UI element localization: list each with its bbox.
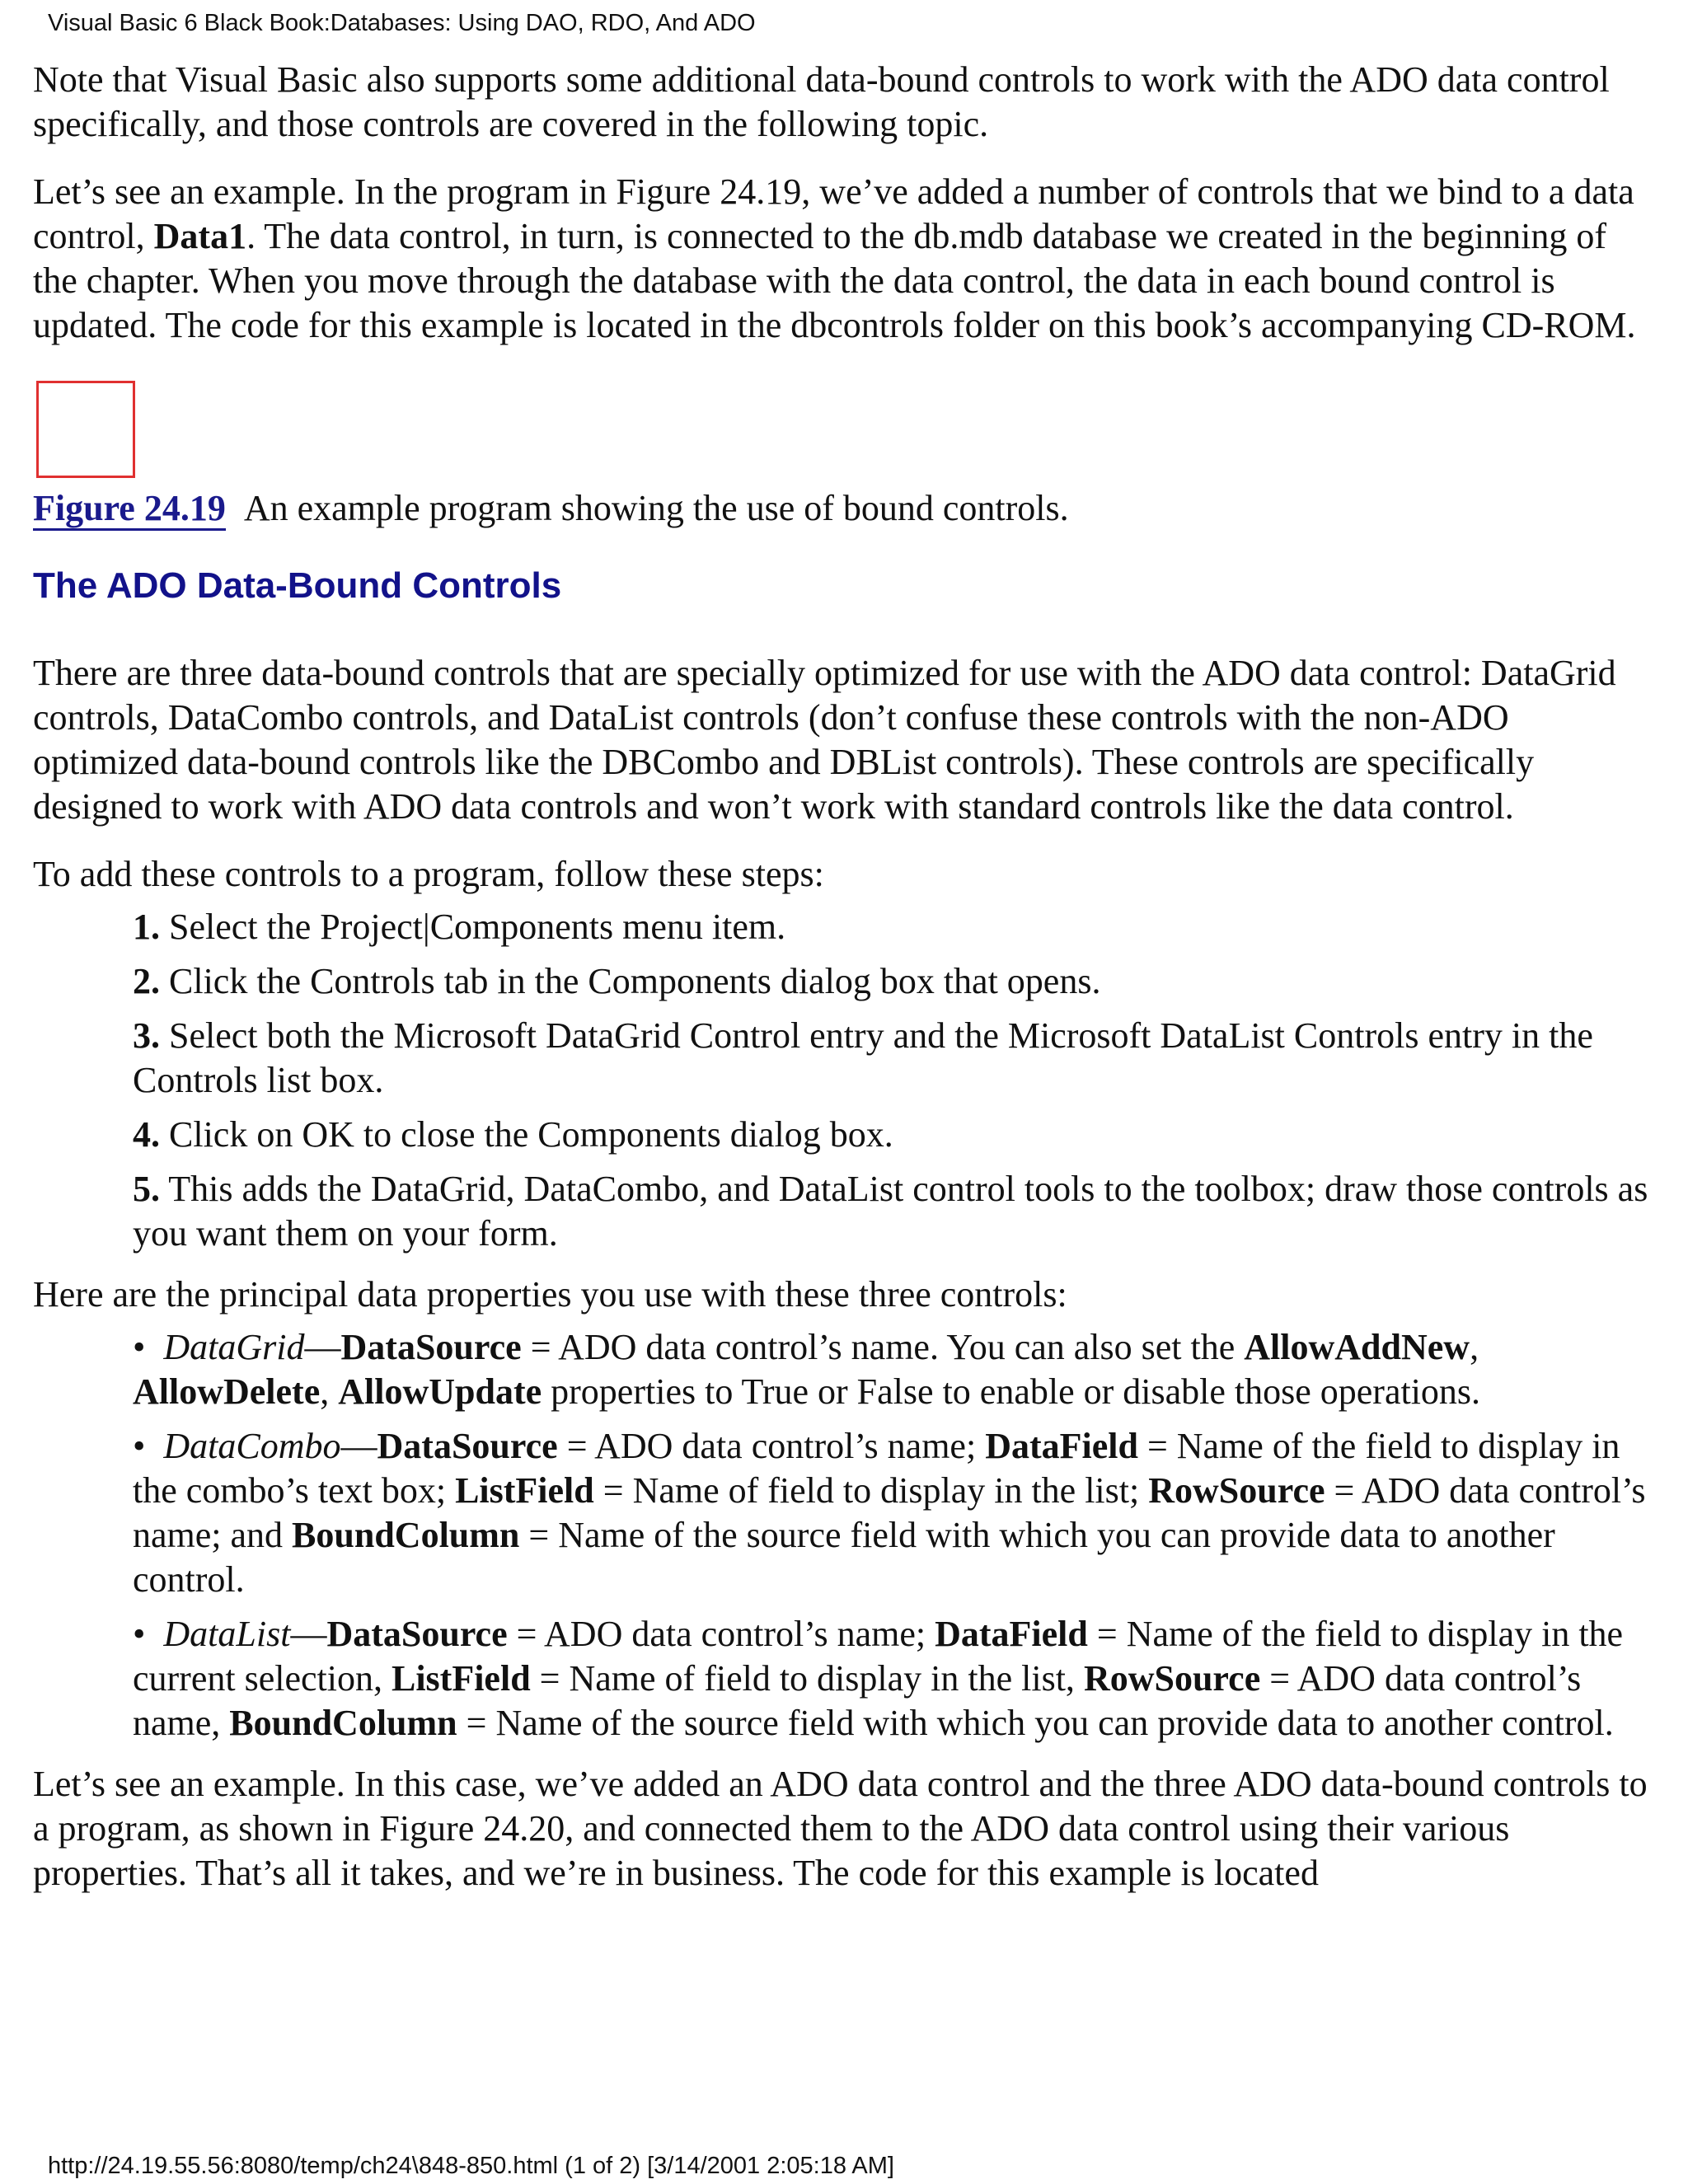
property-name: BoundColumn bbox=[292, 1515, 520, 1555]
intro-paragraph: Note that Visual Basic also supports some additional data-bound controls to work with the ADO data control specifically, and those controls are covered in the following topic. bbox=[33, 59, 1610, 144]
property-desc: = Name of the field to display in the combo’s text box; bbox=[133, 1426, 1620, 1511]
datalist-bullet bbox=[133, 1612, 1648, 1746]
step-number: 1. bbox=[133, 907, 160, 947]
steps-list bbox=[33, 905, 1648, 1256]
bullet-dot: • bbox=[133, 1614, 146, 1654]
property-name: DataSource bbox=[377, 1426, 558, 1466]
step-text: This adds the DataGrid, DataCombo, and DataList control tools to the toolbox; draw those controls as you want them on your form. bbox=[133, 1169, 1648, 1254]
example-text-c: . The data control, in turn, is connected to the db.mdb database we created in the beginning of the chapter. When you move through the database with the data control, the data in each bound control is updated. The code for this example is located in the dbcontrols folder on this book’s accompanying CD-ROM. bbox=[33, 216, 1636, 345]
property-name: DataSource bbox=[326, 1614, 508, 1654]
control-name: DataCombo bbox=[163, 1426, 341, 1466]
property-name: ListField bbox=[391, 1658, 531, 1699]
step-number: 4. bbox=[133, 1114, 160, 1155]
property-name: BoundColumn bbox=[229, 1703, 457, 1743]
em-dash: — bbox=[340, 1426, 377, 1466]
property-desc: = ADO data control’s name, bbox=[133, 1658, 1582, 1743]
property-desc: = Name of field to display in the list, bbox=[530, 1658, 1084, 1699]
property-name: RowSource bbox=[1083, 1658, 1261, 1699]
property-desc: = ADO data control’s name; bbox=[507, 1614, 935, 1654]
closing-paragraph: Let’s see an example. In this case, we’ve added an ADO data control and the three ADO data-bound controls to a program, as shown in Figure 24.20, and connected them to the ADO data control using their various properties. That’s all it takes, and we’re in business. The code for this example is located bbox=[33, 1764, 1648, 1893]
property-name: AllowDelete bbox=[133, 1371, 321, 1412]
document-body bbox=[33, 58, 1648, 1919]
property-desc: properties to True or False to enable or disable those operations. bbox=[542, 1371, 1481, 1412]
datacombo-bullet bbox=[133, 1424, 1648, 1602]
control-name: DataList bbox=[163, 1614, 291, 1654]
figure-link[interactable]: Figure 24.19 bbox=[33, 488, 226, 531]
step-text: Click the Controls tab in the Components dialog box that opens. bbox=[169, 961, 1101, 1001]
bullet-dot: • bbox=[133, 1327, 146, 1367]
step-text: Select both the Microsoft DataGrid Control entry and the Microsoft DataList Controls entry in the Controls list box. bbox=[133, 1015, 1593, 1100]
property-name: ListField bbox=[455, 1470, 594, 1511]
property-desc: = Name of the field to display in the current selection, bbox=[133, 1614, 1624, 1699]
properties-list bbox=[33, 1325, 1648, 1746]
em-dash: — bbox=[290, 1614, 327, 1654]
control-name: DataGrid bbox=[163, 1327, 305, 1367]
property-desc: = ADO data control’s name; and bbox=[133, 1470, 1646, 1555]
property-desc: , bbox=[320, 1371, 339, 1412]
step-item bbox=[133, 905, 1648, 949]
property-desc: = ADO data control’s name. You can also set the bbox=[521, 1327, 1245, 1367]
step-item bbox=[133, 959, 1648, 1004]
property-desc: = ADO data control’s name; bbox=[557, 1426, 986, 1466]
property-name: DataField bbox=[935, 1614, 1088, 1654]
step-number: 2. bbox=[133, 961, 160, 1001]
step-item bbox=[133, 1014, 1648, 1103]
em-dash: — bbox=[304, 1327, 341, 1367]
property-name: DataSource bbox=[340, 1327, 522, 1367]
step-text: Select the Project|Components menu item. bbox=[169, 907, 786, 947]
properties-intro: Here are the principal data properties you use with these three controls: bbox=[33, 1274, 1067, 1315]
property-name: AllowAddNew bbox=[1244, 1327, 1470, 1367]
data1-name: Data1 bbox=[153, 216, 247, 256]
step-number: 5. bbox=[133, 1169, 160, 1209]
example-text-a: Let’s see an example. In the program in Figure 24.19, we’ve added a number of controls that we bind to a data control, bbox=[33, 171, 1634, 256]
figure-caption-text: An example program showing the use of bound controls. bbox=[243, 488, 1069, 528]
steps-intro: To add these controls to a program, follow these steps: bbox=[33, 854, 824, 894]
property-desc: = Name of field to display in the list; bbox=[593, 1470, 1149, 1511]
step-item bbox=[133, 1167, 1648, 1256]
bullet-dot: • bbox=[133, 1426, 146, 1466]
property-name: AllowUpdate bbox=[338, 1371, 542, 1412]
property-name: DataField bbox=[985, 1426, 1138, 1466]
example-paragraph bbox=[33, 170, 1648, 348]
step-text: Click on OK to close the Components dialog box. bbox=[169, 1114, 893, 1155]
datagrid-bullet bbox=[133, 1325, 1648, 1414]
step-number: 3. bbox=[133, 1015, 160, 1056]
section-heading: The ADO Data-Bound Controls bbox=[33, 565, 562, 606]
page-footer-url: http://24.19.55.56:8080/temp/ch24\848-850.html (1 of 2) [3/14/2001 2:05:18 AM] bbox=[48, 2153, 894, 2179]
figure-caption bbox=[33, 486, 1648, 531]
step-item bbox=[133, 1113, 1648, 1157]
page-header-title: Visual Basic 6 Black Book:Databases: Using DAO, RDO, And ADO bbox=[48, 10, 756, 36]
property-desc: , bbox=[1470, 1327, 1479, 1367]
property-name: RowSource bbox=[1148, 1470, 1325, 1511]
property-desc: = Name of the source field with which you can provide data to another control. bbox=[457, 1703, 1614, 1743]
figure-image-placeholder[interactable] bbox=[36, 381, 135, 478]
ado-controls-paragraph: There are three data-bound controls that are specially optimized for use with the ADO data control: DataGrid controls, DataCombo controls, and DataList controls (don’t confuse these controls with the non-ADO optimized data-bound controls like the DBCombo and DBList controls). These controls are specifically designed to work with ADO data controls and won’t work with standard controls like the data control. bbox=[33, 653, 1616, 827]
property-desc: = Name of the source field with which you can provide data to another control. bbox=[133, 1515, 1555, 1600]
